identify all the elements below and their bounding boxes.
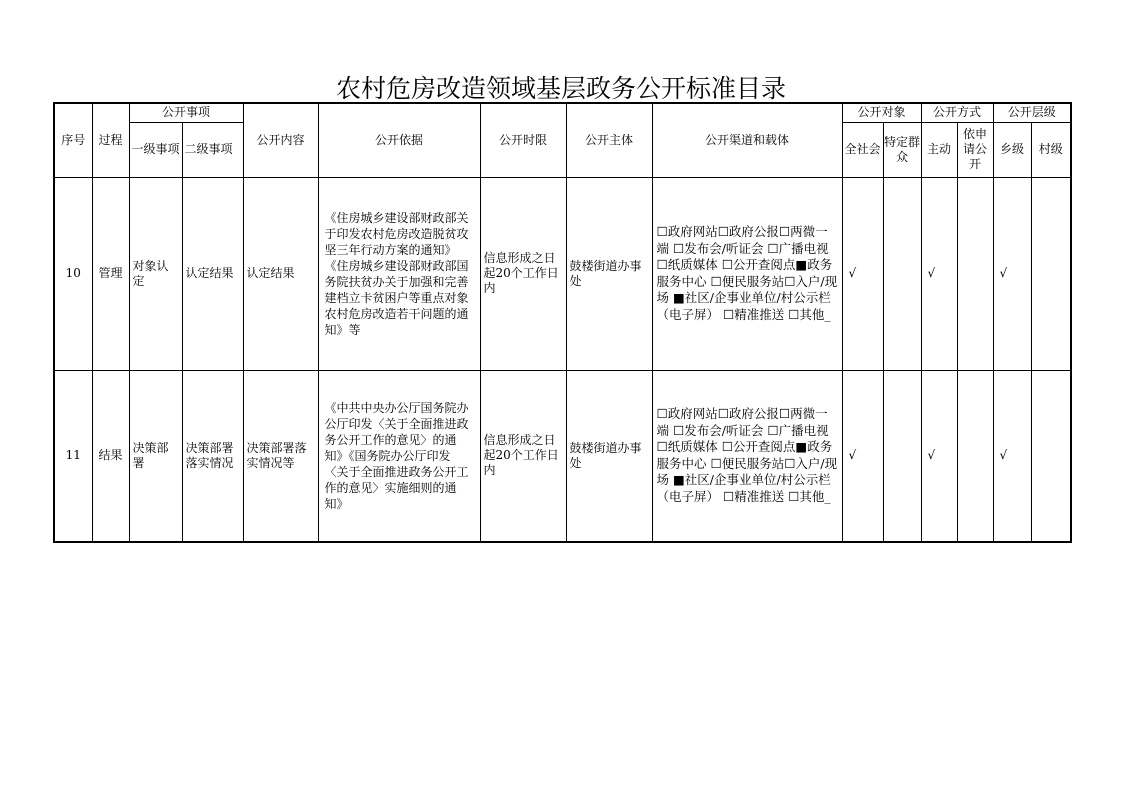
- cell-basis: 《中共中央办公厅国务院办公厅印发〈关于全面推进政务公开工作的意见〉的通知》《国务院办公厅印发〈关于全面推进政务公开工作的意见〉实施细则的通知》: [318, 370, 480, 542]
- header-matters-group: 公开事项: [129, 103, 243, 122]
- header-specific-group: 特定群众: [883, 122, 921, 177]
- header-active: 主动: [921, 122, 957, 177]
- cell-process: 管理: [92, 177, 129, 370]
- cell-level2: 决策部署落实情况: [182, 370, 243, 542]
- cell-level1: 对象认定: [129, 177, 182, 370]
- cell-village: [1031, 370, 1071, 542]
- cell-subject: 鼓楼街道办事处: [566, 177, 652, 370]
- cell-active: √: [921, 177, 957, 370]
- header-subject: 公开主体: [566, 103, 652, 177]
- header-level2: 二级事项: [182, 122, 243, 177]
- header-row-1: [54, 103, 1071, 122]
- cell-level2: 认定结果: [182, 177, 243, 370]
- cell-whole-society: √: [842, 177, 883, 370]
- header-level-group: 公开层级: [993, 103, 1071, 122]
- cell-whole-society: √: [842, 370, 883, 542]
- cell-channel: ☐政府网站☐政府公报☐两微一端 ☐发布会/听证会 ☐广播电视☐纸质媒体 ☐公开查阅点■政务服务中心 ☐便民服务站☐入户/现场 ■社区/企事业单位/村公示栏（电子屏） ☐精准推送 ☐其他_: [652, 370, 842, 542]
- header-on-request: 依申请公开: [957, 122, 993, 177]
- cell-seq: 10: [54, 177, 92, 370]
- cell-specific-group: [883, 177, 921, 370]
- cell-township: √: [993, 370, 1031, 542]
- header-process: 过程: [92, 103, 129, 177]
- cell-active: √: [921, 370, 957, 542]
- header-target-group: 公开对象: [842, 103, 921, 122]
- cell-content: 认定结果: [243, 177, 318, 370]
- cell-channel: ☐政府网站☐政府公报☐两微一端 ☐发布会/听证会 ☐广播电视☐纸质媒体 ☐公开查阅点■政务服务中心 ☐便民服务站☐入户/现场 ■社区/企事业单位/村公示栏（电子屏） ☐精准推送 ☐其他_: [652, 177, 842, 370]
- header-channel: 公开渠道和载体: [652, 103, 842, 177]
- cell-village: [1031, 177, 1071, 370]
- catalog-table: [53, 102, 1072, 543]
- cell-basis: 《住房城乡建设部财政部关于印发农村危房改造脱贫攻坚三年行动方案的通知》《住房城乡建设部财政部国务院扶贫办关于加强和完善建档立卡贫困户等重点对象农村危房改造若干问题的通知》等: [318, 177, 480, 370]
- cell-on-request: [957, 177, 993, 370]
- cell-level1: 决策部署: [129, 370, 182, 542]
- cell-content: 决策部署落实情况等: [243, 370, 318, 542]
- cell-time-limit: 信息形成之日起20个工作日内: [480, 177, 566, 370]
- header-township: 乡级: [993, 122, 1031, 177]
- cell-process: 结果: [92, 370, 129, 542]
- header-time-limit: 公开时限: [480, 103, 566, 177]
- cell-subject: 鼓楼街道办事处: [566, 370, 652, 542]
- page-title: 农村危房改造领域基层政务公开标准目录: [335, 74, 786, 103]
- cell-specific-group: [883, 370, 921, 542]
- header-whole-society: 全社会: [842, 122, 883, 177]
- header-seq: 序号: [54, 103, 92, 177]
- header-village: 村级: [1031, 122, 1071, 177]
- header-method-group: 公开方式: [921, 103, 993, 122]
- header-content: 公开内容: [243, 103, 318, 177]
- header-basis: 公开依据: [318, 103, 480, 177]
- cell-on-request: [957, 370, 993, 542]
- cell-time-limit: 信息形成之日起20个工作日内: [480, 370, 566, 542]
- cell-township: √: [993, 177, 1031, 370]
- table-row: [54, 370, 1071, 542]
- header-level1: 一级事项: [129, 122, 182, 177]
- cell-seq: 11: [54, 370, 92, 542]
- table-row: [54, 177, 1071, 370]
